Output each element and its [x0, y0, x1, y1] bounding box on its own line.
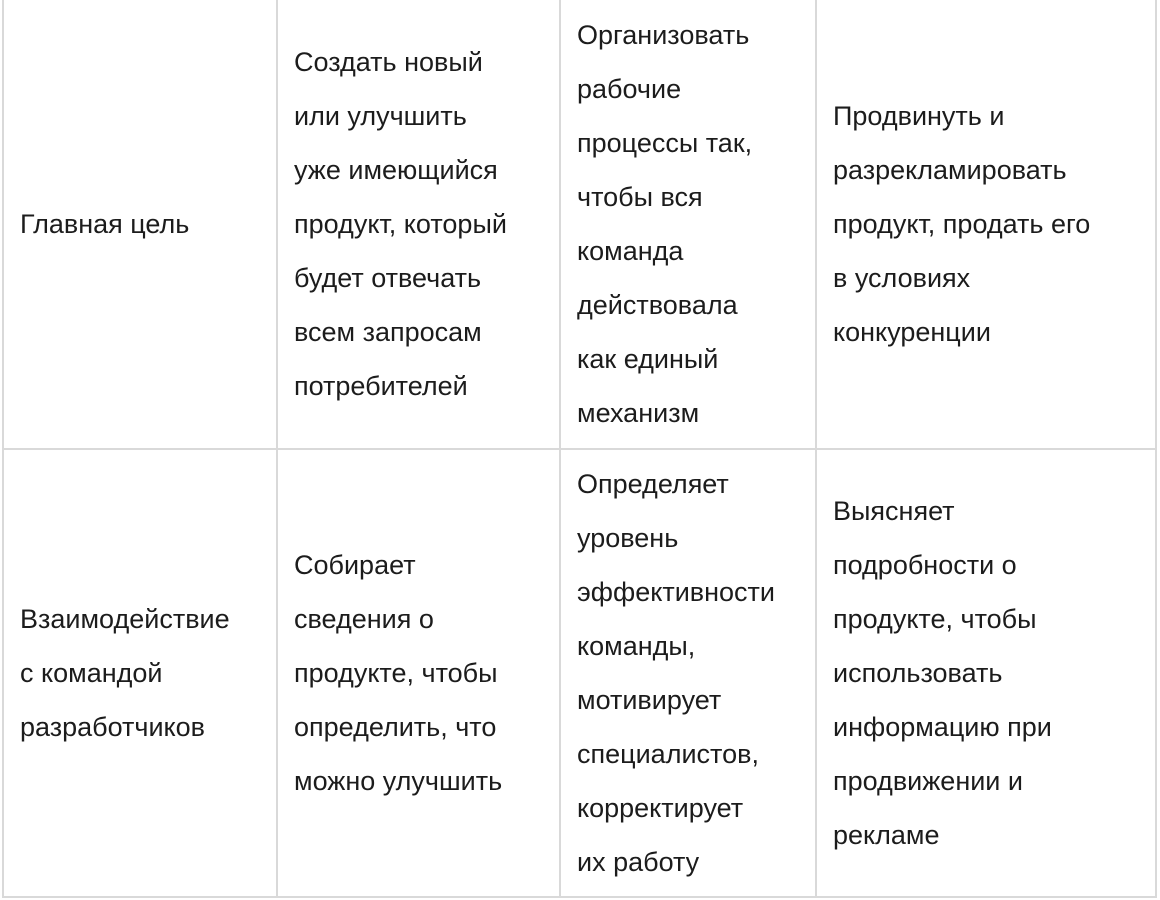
cell-text-line: разрекламировать — [833, 155, 1067, 185]
cell-text-line: продукте, чтобы — [833, 604, 1037, 634]
cell-text-line: потребителей — [294, 371, 468, 401]
cell-text-line: Организовать — [577, 20, 750, 50]
cell-text-line: Определяет — [577, 469, 729, 499]
table-cell — [560, 449, 816, 897]
cell-text-line: как единый — [577, 344, 719, 374]
cell-text-line: Взаимодействие — [20, 604, 230, 634]
table-row — [3, 0, 1156, 449]
cell-text-line: эффективности — [577, 577, 776, 607]
cell-text-line: механизм — [577, 398, 700, 428]
cell-text-line: действовала — [577, 290, 738, 320]
cell-text-line: чтобы вся — [577, 182, 703, 212]
cell-text-line: Создать новый — [294, 47, 483, 77]
cell-text-line: будет отвечать — [294, 263, 482, 293]
table-cell — [816, 449, 1156, 897]
cell-text-line: команда — [577, 236, 684, 266]
table-cell — [560, 0, 816, 449]
cell-text-line: продвижении и — [833, 766, 1023, 796]
cell-text-line: Выясняет — [833, 496, 955, 526]
cell-text-line: их работу — [577, 847, 700, 877]
cell-text-line: сведения о — [294, 604, 434, 634]
cell-text-line: в условиях — [833, 263, 971, 293]
cell-text-line: уже имеющийся — [294, 155, 498, 185]
table-cell — [277, 0, 560, 449]
table-cell — [277, 449, 560, 897]
cell-text-line: Собирает — [294, 550, 416, 580]
cell-text-line: информацию при — [833, 712, 1052, 742]
cell-text-line: рекламе — [833, 820, 940, 850]
cell-text-line: процессы так, — [577, 128, 753, 158]
table-cell — [816, 0, 1156, 449]
cell-text-line: продукт, который — [294, 209, 507, 239]
cell-text-line: корректирует — [577, 793, 744, 823]
cell-text-line: мотивирует — [577, 685, 722, 715]
cell-text-line: конкуренции — [833, 317, 991, 347]
cell-text-line: разработчиков — [20, 712, 206, 742]
cell-text-line: уровень — [577, 523, 679, 553]
cell-text-line: использовать — [833, 658, 1003, 688]
table-row — [3, 449, 1156, 897]
cell-text-line: всем запросам — [294, 317, 482, 347]
comparison-table — [2, 0, 1157, 898]
cell-text-line: определить, что — [294, 712, 497, 742]
cell-text-line: Продвинуть и — [833, 101, 1005, 131]
cell-text-line: с командой — [20, 658, 163, 688]
cell-text-line: продукт, продать его — [833, 209, 1091, 239]
cell-text-line: рабочие — [577, 74, 682, 104]
cell-text-line: Главная цель — [20, 209, 190, 239]
cell-text-line: подробности о — [833, 550, 1017, 580]
cell-text-line: продукте, чтобы — [294, 658, 498, 688]
cell-text-line: специалистов, — [577, 739, 759, 769]
cell-text-line: команды, — [577, 631, 696, 661]
row-label-cell — [3, 0, 277, 449]
row-label-cell — [3, 449, 277, 897]
cell-text-line: или улучшить — [294, 101, 467, 131]
cell-text-line: можно улучшить — [294, 766, 503, 796]
